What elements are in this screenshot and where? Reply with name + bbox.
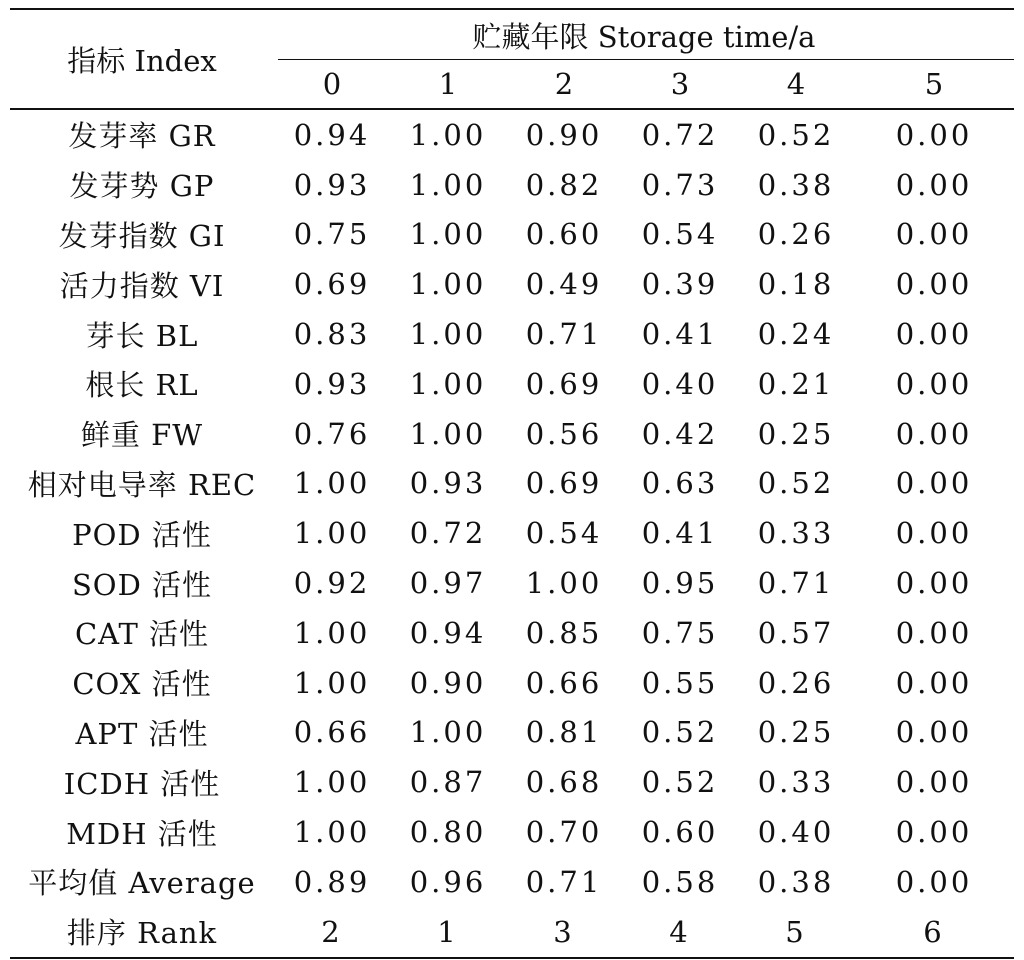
table-cell: 1.00 xyxy=(293,765,371,800)
table-cell: 0.75 xyxy=(293,217,371,252)
table-cell: 0.00 xyxy=(895,267,973,302)
table-cell: 0.00 xyxy=(895,765,973,800)
table-cell: 0.71 xyxy=(525,864,603,899)
row-label: 发芽指数 GI xyxy=(58,218,226,253)
table-cell: 0.82 xyxy=(525,167,603,202)
table-cell: 0.94 xyxy=(409,615,487,650)
table-cell: 1.00 xyxy=(293,665,371,700)
table-cell: 0.52 xyxy=(757,466,835,501)
table-cell: 0.40 xyxy=(757,815,835,850)
table-row xyxy=(10,210,1014,260)
table-cell: 1.00 xyxy=(293,516,371,551)
row-label: APT 活性 xyxy=(75,716,209,751)
table-cell: 0.52 xyxy=(641,715,719,750)
year-header: 4 xyxy=(738,60,854,109)
table-cell: 1.00 xyxy=(293,466,371,501)
table-cell: 0.42 xyxy=(641,416,719,451)
row-label: 发芽势 GP xyxy=(69,169,215,204)
table-cell: 0.73 xyxy=(641,167,719,202)
table-row xyxy=(10,658,1014,708)
table-cell: 0.94 xyxy=(293,117,371,152)
table-cell: 0.00 xyxy=(895,815,973,850)
table-header xyxy=(10,9,1014,109)
table-cell: 1.00 xyxy=(525,566,603,601)
table-cell: 0.57 xyxy=(757,615,835,650)
table-cell: 0.66 xyxy=(525,665,603,700)
table-cell: 0.89 xyxy=(293,864,371,899)
table-cell: 0.52 xyxy=(757,117,835,152)
table-cell: 0.00 xyxy=(895,167,973,202)
table-cell: 0.97 xyxy=(409,566,487,601)
table-cell: 0.54 xyxy=(641,217,719,252)
table-cell: 0.49 xyxy=(525,267,603,302)
table-row xyxy=(10,459,1014,509)
table-cell: 0.69 xyxy=(525,466,603,501)
table-cell: 0.41 xyxy=(641,317,719,352)
table-cell: 0.83 xyxy=(293,317,371,352)
table-row xyxy=(10,608,1014,658)
table-cell: 0.18 xyxy=(757,267,835,302)
table-row xyxy=(10,757,1014,807)
table-cell: 0.96 xyxy=(409,864,487,899)
table-cell: 1.00 xyxy=(409,366,487,401)
table-cell: 0.00 xyxy=(895,117,973,152)
table-row xyxy=(10,857,1014,907)
table-cell: 0.00 xyxy=(895,416,973,451)
table-cell: 0.26 xyxy=(757,217,835,252)
row-label: CAT 活性 xyxy=(74,617,210,652)
table-cell: 0.00 xyxy=(895,864,973,899)
table-row xyxy=(10,508,1014,558)
index-column-header: 指标 Index xyxy=(10,9,274,109)
table-cell: 1.00 xyxy=(293,615,371,650)
data-table xyxy=(10,8,1014,959)
row-label: 排序 Rank xyxy=(10,907,274,958)
table-cell: 0.33 xyxy=(757,765,835,800)
table-cell: 1.00 xyxy=(293,815,371,850)
table-cell: 0.38 xyxy=(757,167,835,202)
table-cell: 1.00 xyxy=(409,117,487,152)
table-cell: 0.87 xyxy=(409,765,487,800)
table-row xyxy=(10,708,1014,758)
table-cell: 0.93 xyxy=(409,466,487,501)
table-cell: 0.72 xyxy=(641,117,719,152)
table-cell: 0.60 xyxy=(641,815,719,850)
table-cell: 6 xyxy=(854,907,1014,958)
table-cell: 1.00 xyxy=(409,267,487,302)
table-cell: 0.54 xyxy=(525,516,603,551)
row-label: 发芽率 GR xyxy=(68,119,216,154)
table-cell: 0.38 xyxy=(757,864,835,899)
table-cell: 0.00 xyxy=(895,466,973,501)
row-label: 相对电导率 REC xyxy=(27,467,257,502)
table-cell: 0.33 xyxy=(757,516,835,551)
table-row xyxy=(10,558,1014,608)
row-label: 鲜重 FW xyxy=(80,418,204,453)
table-cell: 1.00 xyxy=(409,217,487,252)
table-cell: 0.76 xyxy=(293,416,371,451)
table-cell: 0.25 xyxy=(757,715,835,750)
table-cell: 0.00 xyxy=(895,615,973,650)
row-label: 芽长 BL xyxy=(85,318,199,353)
table-cell: 0.00 xyxy=(895,217,973,252)
table-cell: 0.00 xyxy=(895,566,973,601)
table-cell: 2 xyxy=(274,907,390,958)
table-cell: 0.69 xyxy=(293,267,371,302)
row-label: COX 活性 xyxy=(72,667,212,702)
table-body xyxy=(10,109,1014,958)
table-cell: 0.00 xyxy=(895,366,973,401)
table-row xyxy=(10,807,1014,857)
row-label: 根长 RL xyxy=(85,368,199,403)
table-cell: 0.25 xyxy=(757,416,835,451)
table-row xyxy=(10,160,1014,210)
row-label: 平均值 Average xyxy=(28,866,256,901)
table-cell: 0.90 xyxy=(525,117,603,152)
table-cell: 1.00 xyxy=(409,416,487,451)
table-cell: 0.00 xyxy=(895,317,973,352)
table-cell: 1.00 xyxy=(409,167,487,202)
storage-time-header: 贮藏年限 Storage time/a xyxy=(274,9,1014,60)
row-label: ICDH 活性 xyxy=(63,766,221,801)
table-cell: 0.93 xyxy=(293,167,371,202)
table-cell: 0.58 xyxy=(641,864,719,899)
year-header: 0 xyxy=(274,60,390,109)
table-cell: 0.71 xyxy=(525,317,603,352)
table-row xyxy=(10,259,1014,309)
table-cell: 0.80 xyxy=(409,815,487,850)
year-header: 2 xyxy=(506,60,622,109)
table-cell: 1.00 xyxy=(409,317,487,352)
table-cell: 0.85 xyxy=(525,615,603,650)
table-cell: 0.55 xyxy=(641,665,719,700)
table-row xyxy=(10,359,1014,409)
table-cell: 4 xyxy=(622,907,738,958)
table-cell: 0.66 xyxy=(293,715,371,750)
table-row xyxy=(10,907,1014,958)
year-header: 1 xyxy=(390,60,506,109)
table-cell: 5 xyxy=(738,907,854,958)
row-label: SOD 活性 xyxy=(71,567,213,602)
table-cell: 0.71 xyxy=(757,566,835,601)
table-cell: 0.95 xyxy=(641,566,719,601)
table-cell: 0.75 xyxy=(641,615,719,650)
table-cell: 0.93 xyxy=(293,366,371,401)
table-cell: 0.21 xyxy=(757,366,835,401)
table-cell: 0.00 xyxy=(895,516,973,551)
year-header: 5 xyxy=(854,60,1014,109)
table-cell: 0.41 xyxy=(641,516,719,551)
table-cell: 0.26 xyxy=(757,665,835,700)
table-cell: 0.63 xyxy=(641,466,719,501)
table-cell: 1 xyxy=(390,907,506,958)
table-row xyxy=(10,309,1014,359)
table-cell: 0.90 xyxy=(409,665,487,700)
table-cell: 0.24 xyxy=(757,317,835,352)
table-cell: 0.39 xyxy=(641,267,719,302)
table-cell: 0.70 xyxy=(525,815,603,850)
table-cell: 0.60 xyxy=(525,217,603,252)
table-cell: 0.56 xyxy=(525,416,603,451)
table-cell: 0.00 xyxy=(895,665,973,700)
table-cell: 0.81 xyxy=(525,715,603,750)
table-row xyxy=(10,409,1014,459)
table-cell: 0.40 xyxy=(641,366,719,401)
table-cell: 0.92 xyxy=(293,566,371,601)
table-cell: 0.68 xyxy=(525,765,603,800)
table-cell: 3 xyxy=(506,907,622,958)
row-label: POD 活性 xyxy=(72,517,212,552)
table-cell: 0.00 xyxy=(895,715,973,750)
row-label: 活力指数 VI xyxy=(59,268,225,303)
year-header: 3 xyxy=(622,60,738,109)
table-cell: 1.00 xyxy=(409,715,487,750)
table-row xyxy=(10,109,1014,160)
table-cell: 0.69 xyxy=(525,366,603,401)
row-label: MDH 活性 xyxy=(66,816,218,851)
table-cell: 0.72 xyxy=(409,516,487,551)
table-cell: 0.52 xyxy=(641,765,719,800)
